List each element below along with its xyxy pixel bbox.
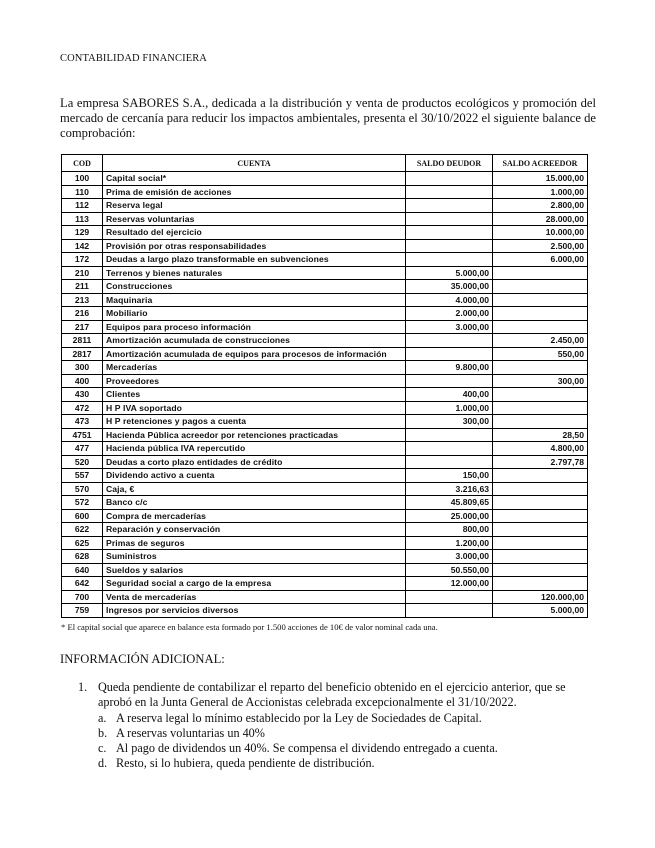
cell-saldo-acreedor (493, 293, 588, 307)
cell-saldo-acreedor: 28.000,00 (493, 212, 588, 226)
info-subitem-c (98, 741, 498, 756)
table-row (62, 577, 588, 591)
cell-saldo-acreedor: 4.800,00 (493, 442, 588, 456)
col-header-cuenta: CUENTA (103, 155, 406, 172)
subitem-label: d. (98, 756, 108, 770)
cell-cod: 172 (62, 253, 103, 267)
info-subitem-b (98, 726, 265, 741)
cell-saldo-deudor: 400,00 (406, 388, 493, 402)
document-header: CONTABILIDAD FINANCIERA (60, 53, 207, 64)
table-body (62, 172, 588, 618)
cell-cuenta: Equipos para proceso información (103, 320, 406, 334)
additional-info-title: INFORMACIÓN ADICIONAL: (60, 652, 225, 666)
cell-saldo-acreedor: 10.000,00 (493, 226, 588, 240)
trial-balance-table (61, 154, 588, 618)
table-row (62, 604, 588, 618)
subitem-text: A reservas voluntarias un 40% (116, 726, 265, 740)
cell-cuenta: Compra de mercaderías (103, 509, 406, 523)
cell-cod: 112 (62, 199, 103, 213)
cell-saldo-deudor: 50.550,00 (406, 563, 493, 577)
cell-cod: 2811 (62, 334, 103, 348)
cell-cod: 113 (62, 212, 103, 226)
cell-saldo-deudor: 9.800,00 (406, 361, 493, 375)
table-row (62, 469, 588, 483)
cell-saldo-acreedor (493, 563, 588, 577)
cell-saldo-acreedor: 2.500,00 (493, 239, 588, 253)
table-row (62, 347, 588, 361)
cell-saldo-deudor: 12.000,00 (406, 577, 493, 591)
cell-saldo-acreedor (493, 469, 588, 483)
cell-saldo-deudor (406, 185, 493, 199)
cell-cuenta: Deudas a largo plazo transformable en subvenciones (103, 253, 406, 267)
cell-saldo-deudor: 300,00 (406, 415, 493, 429)
cell-saldo-acreedor (493, 280, 588, 294)
cell-cod: 430 (62, 388, 103, 402)
table-row (62, 293, 588, 307)
cell-saldo-acreedor: 5.000,00 (493, 604, 588, 618)
cell-cod: 110 (62, 185, 103, 199)
cell-cuenta: Mercaderías (103, 361, 406, 375)
cell-saldo-deudor: 45.809,65 (406, 496, 493, 510)
cell-saldo-acreedor: 120.000,00 (493, 590, 588, 604)
cell-cuenta: Venta de mercaderías (103, 590, 406, 604)
cell-cuenta: Ingresos por servicios diversos (103, 604, 406, 618)
cell-cuenta: Suministros (103, 550, 406, 564)
cell-cod: 4751 (62, 428, 103, 442)
table-row (62, 361, 588, 375)
cell-saldo-deudor: 3.000,00 (406, 550, 493, 564)
cell-cuenta: Maquinaria (103, 293, 406, 307)
cell-cod: 211 (62, 280, 103, 294)
cell-saldo-acreedor: 2.797,78 (493, 455, 588, 469)
cell-cod: 300 (62, 361, 103, 375)
subitem-label: c. (98, 741, 107, 755)
cell-cuenta: Prima de emisión de acciones (103, 185, 406, 199)
table-row (62, 185, 588, 199)
cell-saldo-acreedor (493, 320, 588, 334)
cell-cuenta: Provisión por otras responsabilidades (103, 239, 406, 253)
cell-cod: 210 (62, 266, 103, 280)
cell-saldo-deudor (406, 334, 493, 348)
table-row (62, 212, 588, 226)
cell-saldo-acreedor: 6.000,00 (493, 253, 588, 267)
table-row (62, 320, 588, 334)
cell-cuenta: Primas de seguros (103, 536, 406, 550)
cell-cuenta: Clientes (103, 388, 406, 402)
cell-cod: 142 (62, 239, 103, 253)
table-row (62, 509, 588, 523)
table-row (62, 334, 588, 348)
cell-saldo-acreedor: 28,50 (493, 428, 588, 442)
cell-saldo-acreedor: 2.450,00 (493, 334, 588, 348)
cell-saldo-deudor: 25.000,00 (406, 509, 493, 523)
table-row (62, 482, 588, 496)
cell-saldo-deudor: 5.000,00 (406, 266, 493, 280)
cell-saldo-deudor (406, 590, 493, 604)
cell-saldo-deudor: 3.216,63 (406, 482, 493, 496)
cell-saldo-deudor: 1.200,00 (406, 536, 493, 550)
cell-cuenta: H P retenciones y pagos a cuenta (103, 415, 406, 429)
cell-cuenta: Amortización acumulada de construcciones (103, 334, 406, 348)
table-row (62, 374, 588, 388)
cell-cuenta: Resultado del ejercicio (103, 226, 406, 240)
table-row (62, 280, 588, 294)
cell-cod: 557 (62, 469, 103, 483)
cell-cod: 473 (62, 415, 103, 429)
cell-cod: 472 (62, 401, 103, 415)
table-row (62, 523, 588, 537)
cell-saldo-acreedor: 15.000,00 (493, 172, 588, 186)
cell-saldo-deudor: 150,00 (406, 469, 493, 483)
table-row (62, 239, 588, 253)
cell-saldo-deudor: 1.000,00 (406, 401, 493, 415)
cell-saldo-deudor (406, 199, 493, 213)
cell-cod: 625 (62, 536, 103, 550)
cell-cuenta: Caja, € (103, 482, 406, 496)
cell-saldo-acreedor (493, 401, 588, 415)
table-footnote: * El capital social que aparece en balance esta formado por 1.500 acciones de 10€ de valor nominal cada una. (61, 622, 438, 632)
cell-saldo-deudor: 3.000,00 (406, 320, 493, 334)
table-row (62, 388, 588, 402)
table-row (62, 401, 588, 415)
cell-cuenta: Hacienda Pública acreedor por retenciones practicadas (103, 428, 406, 442)
cell-saldo-deudor (406, 172, 493, 186)
cell-cod: 213 (62, 293, 103, 307)
cell-cuenta: Reserva legal (103, 199, 406, 213)
cell-saldo-deudor (406, 226, 493, 240)
cell-saldo-deudor: 4.000,00 (406, 293, 493, 307)
cell-cuenta: Proveedores (103, 374, 406, 388)
table-row (62, 307, 588, 321)
cell-cod: 477 (62, 442, 103, 456)
cell-saldo-acreedor: 1.000,00 (493, 185, 588, 199)
table-row (62, 536, 588, 550)
info-item-text: Queda pendiente de contabilizar el reparto del beneficio obtenido en el ejercicio anterior, que se aprobó en la Junta General de Accionistas celebrada excepcionalmente el 31/10/2022. (98, 680, 566, 709)
info-subitem-a (98, 711, 482, 726)
cell-saldo-acreedor (493, 577, 588, 591)
cell-saldo-acreedor: 300,00 (493, 374, 588, 388)
cell-cuenta: Sueldos y salarios (103, 563, 406, 577)
cell-cuenta: Banco c/c (103, 496, 406, 510)
cell-cod: 572 (62, 496, 103, 510)
intro-paragraph: La empresa SABORES S.A., dedicada a la distribución y venta de productos ecológicos y promoción del mercado de cercanía para reducir los impactos ambientales, presenta el 30/10/2022 el siguiente balance de comprobación: (60, 96, 596, 140)
table-row (62, 442, 588, 456)
cell-saldo-acreedor: 550,00 (493, 347, 588, 361)
cell-saldo-deudor (406, 253, 493, 267)
cell-saldo-deudor (406, 442, 493, 456)
cell-cod: 217 (62, 320, 103, 334)
cell-cuenta: Reservas voluntarias (103, 212, 406, 226)
col-header-saldo-acreedor: SALDO ACREEDOR (493, 155, 588, 172)
cell-cod: 759 (62, 604, 103, 618)
cell-cod: 642 (62, 577, 103, 591)
table-row (62, 428, 588, 442)
cell-cuenta: Mobiliario (103, 307, 406, 321)
cell-cod: 400 (62, 374, 103, 388)
info-item-label: 1. (78, 680, 88, 694)
cell-saldo-deudor (406, 604, 493, 618)
cell-saldo-acreedor (493, 536, 588, 550)
table-row (62, 415, 588, 429)
subitem-text: Resto, si lo hubiera, queda pendiente de distribución. (116, 756, 375, 770)
cell-cuenta: Terrenos y bienes naturales (103, 266, 406, 280)
cell-saldo-acreedor (493, 266, 588, 280)
cell-saldo-acreedor (493, 482, 588, 496)
cell-saldo-acreedor (493, 415, 588, 429)
table-row (62, 266, 588, 280)
info-item-1 (78, 680, 598, 710)
cell-saldo-acreedor (493, 388, 588, 402)
cell-cuenta: H P IVA soportado (103, 401, 406, 415)
subitem-text: Al pago de dividendos un 40%. Se compensa el dividendo entregado a cuenta. (116, 741, 498, 755)
cell-cuenta: Construcciones (103, 280, 406, 294)
table-row (62, 226, 588, 240)
cell-saldo-acreedor (493, 307, 588, 321)
cell-cuenta: Seguridad social a cargo de la empresa (103, 577, 406, 591)
cell-cod: 520 (62, 455, 103, 469)
table-row (62, 455, 588, 469)
cell-saldo-deudor (406, 428, 493, 442)
cell-saldo-acreedor (493, 509, 588, 523)
cell-saldo-deudor (406, 455, 493, 469)
subitem-label: b. (98, 726, 108, 740)
col-header-cod: COD (62, 155, 103, 172)
cell-cod: 570 (62, 482, 103, 496)
cell-cod: 700 (62, 590, 103, 604)
table-row (62, 590, 588, 604)
table-row (62, 199, 588, 213)
subitem-text: A reserva legal lo mínimo establecido por la Ley de Sociedades de Capital. (116, 711, 482, 725)
cell-saldo-deudor (406, 239, 493, 253)
info-subitem-d (98, 756, 375, 771)
cell-cod: 216 (62, 307, 103, 321)
cell-cod: 622 (62, 523, 103, 537)
cell-saldo-acreedor (493, 550, 588, 564)
cell-cuenta: Deudas a corto plazo entidades de crédito (103, 455, 406, 469)
cell-saldo-deudor (406, 347, 493, 361)
cell-cod: 2817 (62, 347, 103, 361)
cell-saldo-acreedor (493, 361, 588, 375)
cell-saldo-deudor: 35.000,00 (406, 280, 493, 294)
cell-saldo-deudor: 2.000,00 (406, 307, 493, 321)
cell-cod: 129 (62, 226, 103, 240)
cell-cod: 640 (62, 563, 103, 577)
table-row (62, 550, 588, 564)
cell-cuenta: Dividendo activo a cuenta (103, 469, 406, 483)
table-row (62, 496, 588, 510)
table-row (62, 563, 588, 577)
cell-saldo-deudor (406, 212, 493, 226)
cell-saldo-deudor (406, 374, 493, 388)
cell-saldo-acreedor: 2.800,00 (493, 199, 588, 213)
cell-saldo-acreedor (493, 523, 588, 537)
cell-cod: 628 (62, 550, 103, 564)
cell-cuenta: Hacienda pública IVA repercutido (103, 442, 406, 456)
subitem-label: a. (98, 711, 107, 725)
cell-saldo-acreedor (493, 496, 588, 510)
table-header-row (62, 155, 588, 172)
col-header-saldo-deudor: SALDO DEUDOR (406, 155, 493, 172)
cell-cuenta: Reparación y conservación (103, 523, 406, 537)
cell-cuenta: Amortización acumulada de equipos para procesos de información (103, 347, 406, 361)
cell-cod: 100 (62, 172, 103, 186)
table-row (62, 172, 588, 186)
cell-saldo-deudor: 800,00 (406, 523, 493, 537)
cell-cuenta: Capital social* (103, 172, 406, 186)
table-row (62, 253, 588, 267)
cell-cod: 600 (62, 509, 103, 523)
